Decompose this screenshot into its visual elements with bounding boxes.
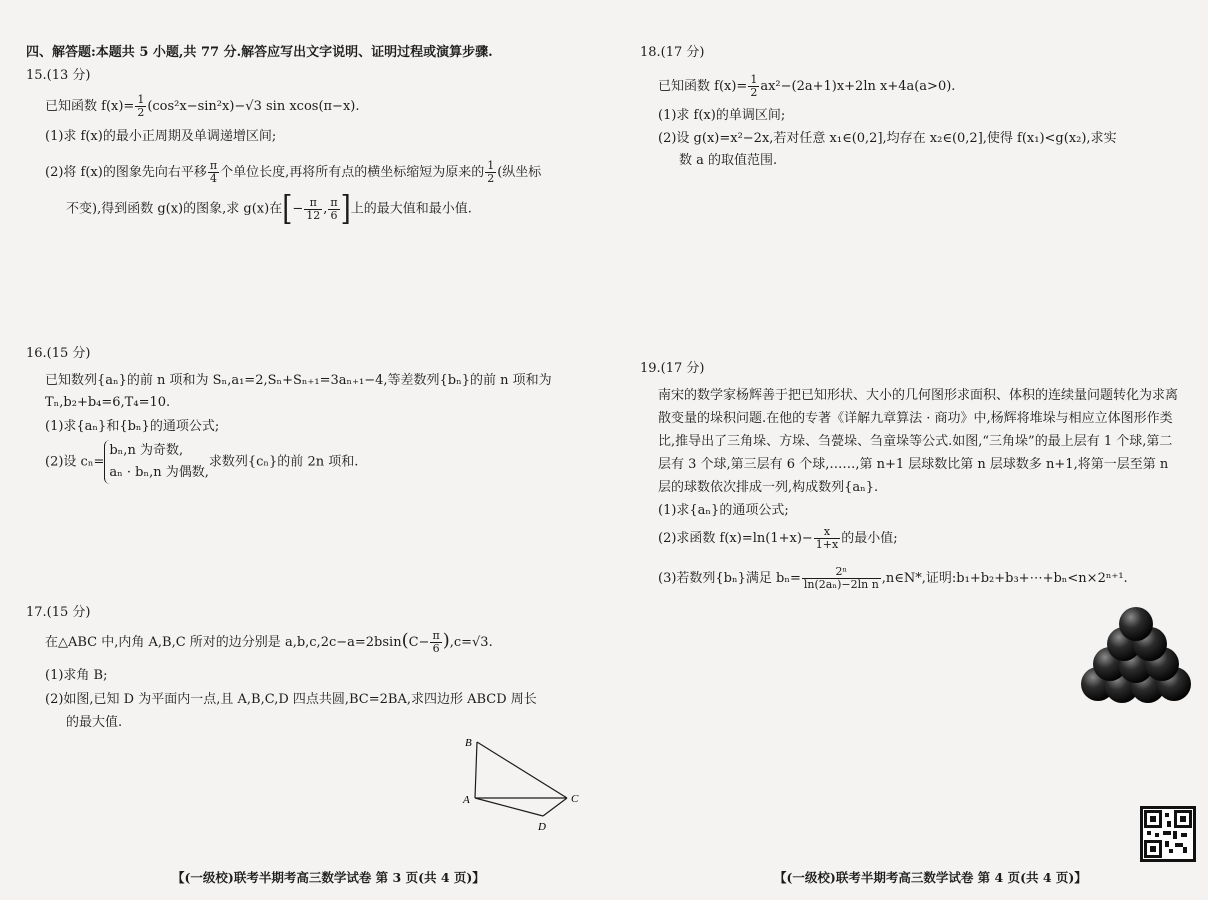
label-A: A [463,794,470,806]
q18-header: 18.(17 分) [640,45,705,60]
section-title: 四、解答题:本题共 5 小题,共 77 分.解答应写出文字说明、证明过程或演算步骤. [26,45,493,60]
q18-part2-line2: 数 a 的取值范围. [679,153,778,168]
q16-part1: (1)求{aₙ}和{bₙ}的通项公式; [45,419,220,434]
q17-part2-line1: (2)如图,已知 D 为平面内一点,且 A,B,C,D 四点共圆,BC=2BA,求四边形 ABCD 周长 [45,692,537,707]
q19-line4: 层有 3 个球,第三层有 6 个球,……,第 n+1 层球数比第 n 层球数多 n+1,将第一层至第 n [658,457,1169,472]
q18-part1: (1)求 f(x)的单调区间; [658,108,786,123]
ball-pile-image [1078,606,1196,706]
q16-part2: (2)设 cₙ= bₙ,n 为奇数, aₙ · bₙ,n 为偶数, 求数列{cₙ}的前 2n 项和. [45,440,358,484]
q16-header: 16.(15 分) [26,346,91,361]
label-B: B [465,737,472,749]
q17-part1: (1)求角 B; [45,668,108,683]
page-4 [604,0,1208,900]
q16-line1: 已知数列{aₙ}的前 n 项和为 Sₙ,a₁=2,Sₙ+Sₙ₊₁=3aₙ₊₁−4,等差数列{bₙ}的前 n 项和为 [45,373,552,388]
q18-statement: 已知函数 f(x)= $\frac{1}{2}$ ax²−(2a+1)x+2ln x+4a(a>0). [658,73,956,99]
quadrilateral-figure [455,732,595,842]
q19-line3: 比,推导出了三角垛、方垛、刍甍垛、刍童垛等公式.如图,“三角垛”的最上层有 1 个球,第二 [658,434,1173,449]
q15-statement: 已知函数 f(x)= $\frac{1}{2}$ (cos²x−sin²x)−√3 sin xcos(π−x). [45,93,360,119]
piecewise: bₙ,n 为奇数, aₙ · bₙ,n 为偶数, [104,440,209,484]
q17-header: 17.(15 分) [26,605,91,620]
q19-part2: (2)求函数 f(x)=ln(1+x)− $\frac{x}{1+x}$ 的最小值; [658,525,898,551]
q19-part3: (3)若数列{bₙ}满足 bₙ= $\frac{\text{2ⁿ}}{\text{ln(2aₙ)−2ln n}}$ ,n∈N*,证明:b₁+b₂+b₃+⋯+bₙ<n×2ⁿ⁺¹. [658,565,1128,591]
fraction: $\frac{1}{2}$ [137,93,145,119]
label-D: D [538,821,546,833]
q19-line2: 散变量的垛积问题.在他的专著《详解九章算法 · 商功》中,杨辉将堆垛与相应立体图形作类 [658,411,1173,426]
q17-part2-line2: 的最大值. [66,715,123,730]
q15-header: 15.(13 分) [26,68,91,83]
q15-part1: (1)求 f(x)的最小正周期及单调递增区间; [45,129,277,144]
q15-part2-cont: 不变),得到函数 g(x)的图象,求 g(x)在[− $\frac{\pi}{12}$ , $\frac{\pi}{6}$ ]上的最大值和最小值. [66,189,472,229]
q19-header: 19.(17 分) [640,361,705,376]
q17-statement: 在△ABC 中,内角 A,B,C 所对的边分别是 a,b,c,2c−a=2bsin(C− $\frac{\pi}{6}$ ),c=√3. [45,629,493,655]
footer-page-3: 【(一级校)联考半期考高三数学试卷 第 3 页(共 4 页)】 [172,870,485,885]
q16-line2: Tₙ,b₂+b₄=6,T₄=10. [45,395,171,410]
q19-line5: 层的球数依次排成一列,构成数列{aₙ}. [658,480,879,495]
q19-line1: 南宋的数学家杨辉善于把已知形状、大小的几何图形求面积、体积的连续量问题转化为求离 [658,388,1179,403]
q19-part1: (1)求{aₙ}的通项公式; [658,503,789,518]
qr-code[interactable] [1140,806,1196,862]
label-C: C [571,793,579,805]
footer-page-4: 【(一级校)联考半期考高三数学试卷 第 4 页(共 4 页)】 [774,870,1087,885]
q18-part2-line1: (2)设 g(x)=x²−2x,若对任意 x₁∈(0,2],均存在 x₂∈(0,2],使得 f(x₁)<g(x₂),求实 [658,131,1117,146]
q15-part2: (2)将 f(x)的图象先向右平移 $\frac{\pi}{4}$ 个单位长度,再将所有点的横坐标缩短为原来的 $\frac{1}{2}$ (纵坐标 [45,159,542,185]
